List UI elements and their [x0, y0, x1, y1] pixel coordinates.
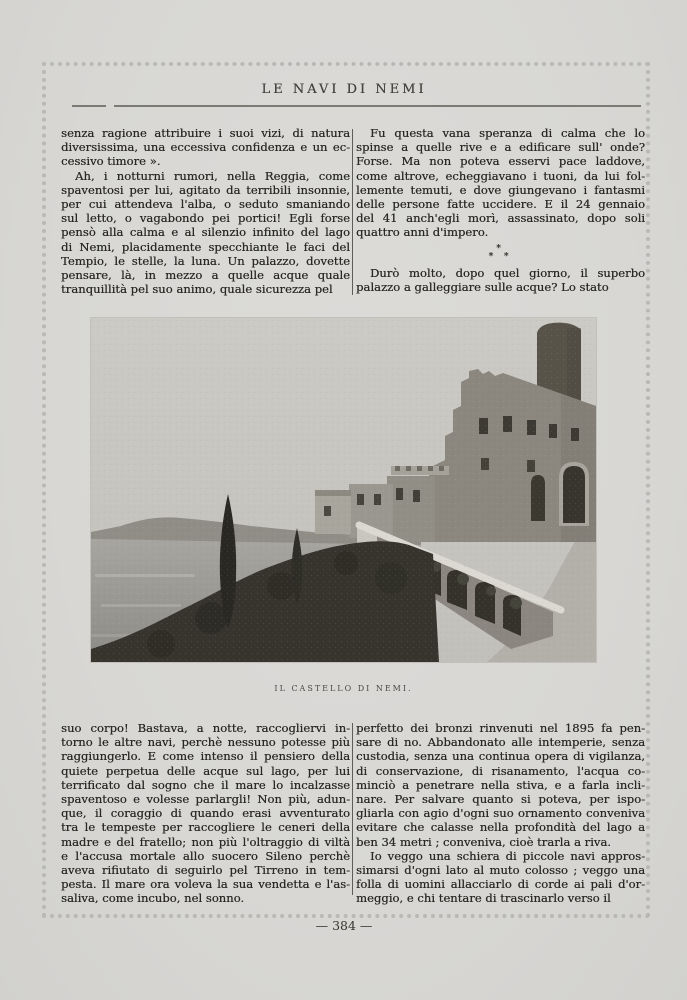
- text-line: per cui attendeva l'alba, o seduto smaniando: [61, 197, 350, 212]
- text-line: come altrove, echeggiavano i tuoni, da lui fol-: [356, 168, 645, 183]
- text-line: Durò molto, dopo quel giorno, il superbo: [370, 265, 645, 280]
- header-rule: [114, 105, 641, 107]
- text-line: quiete perpetua delle acque sul lago, per lui: [61, 763, 350, 778]
- text-line: meggio, e chi tentare di trascinarlo verso il: [356, 891, 611, 906]
- text-line: spaventoso e volesse parlargli! Non più, adun-: [61, 792, 350, 807]
- text-line: e l'accusa mortale allo suocero Sileno perchè: [61, 848, 350, 863]
- text-line: quattro anni d'impero.: [356, 225, 489, 240]
- text-line: sul letto, o vagabondo pei portici! Egli forse: [61, 211, 350, 226]
- text-line: perfetto dei bronzi rinvenuti nel 1895 fa pen-: [356, 721, 645, 735]
- text-line: gliarla con agio d'ogni suo ornamento conveniva: [356, 806, 645, 821]
- text-line: tranquillità pel suo animo, quale sicurezza pel: [61, 282, 333, 297]
- text-column-bottom-left: [61, 721, 350, 906]
- text-line: raggiungerlo. E come intenso il pensiero della: [61, 749, 350, 764]
- text-column-top-right: [356, 126, 645, 294]
- text-line: Ah, i notturni rumori, nella Reggia, come: [75, 168, 350, 183]
- asterism-divider: * * *: [488, 243, 513, 262]
- text-line: del 41 anch'egli morì, assassinato, dopo soli: [356, 211, 645, 226]
- text-line: custodia, senza una continua opera di vigilanza,: [356, 749, 645, 764]
- header-rule-short-segment: [72, 105, 106, 107]
- text-line: diversissima, una eccessiva confidenza e un ec-: [61, 140, 350, 155]
- text-line: aveva rifiutato di seguirlo pel Tirreno in tem-: [61, 863, 350, 878]
- text-line: Forse. Ma non poteva esservi pace laddove,: [356, 154, 645, 169]
- text-line: terrificato dal sogno che il mare lo incalzasse: [61, 777, 350, 792]
- text-line: folla di uomini allacciarlo di corde ai pali d'or-: [356, 877, 645, 892]
- text-line: lemente temuti, e dove giungevano i fantasmi: [356, 182, 645, 197]
- photo-castello-di-nemi: [91, 318, 596, 662]
- text-line: spaventosi per lui, agitato da terribili insonnie,: [61, 182, 350, 197]
- text-line: delle persone fatte uccidere. E il 24 gennaio: [356, 197, 645, 212]
- text-line: torno le altre navi, perchè nessuno potesse più: [61, 735, 350, 750]
- text-line: pesta. Il mare ora voleva la sua vendetta e l'as-: [61, 877, 350, 892]
- text-line: ben 34 metri ; conveniva, cioè trarla a riva.: [356, 834, 611, 849]
- text-line: Fu questa vana speranza di calma che lo: [370, 126, 645, 140]
- text-line: sare di no. Abbandonato alle intemperie, senza: [356, 735, 645, 750]
- text-line: cessivo timore ».: [61, 154, 161, 169]
- text-line: suo corpo! Bastava, a notte, raccogliervi in-: [61, 721, 350, 735]
- text-line: nare. Per salvare quanto si poteva, per ispo-: [356, 792, 645, 807]
- page-header-title: LE NAVI DI NEMI: [261, 82, 427, 97]
- text-line: minciò a penetrare nella stiva, e a farla incli-: [356, 777, 645, 792]
- text-line: di conservazione, di risanamento, l'acqua co-: [356, 763, 645, 778]
- text-line: senza ragione attribuire i suoi vizi, di natura: [61, 126, 350, 140]
- text-line: pensò alla calma e al silenzio infinito del lago: [61, 225, 350, 240]
- text-line: di Nemi, placidamente specchiante le faci del: [61, 239, 350, 254]
- photo-caption: IL CASTELLO DI NEMI.: [274, 684, 413, 693]
- text-line: Io veggo una schiera di piccole navi appros-: [370, 848, 645, 863]
- text-line: spinse a quelle rive e a edificare sull' onde?: [356, 140, 645, 155]
- page-number: — 384 —: [315, 918, 373, 933]
- text-line: tra le tempeste per raccogliere le ceneri della: [61, 820, 350, 835]
- photo-grain-overlay: [91, 318, 596, 662]
- column-divider-bottom: [352, 723, 353, 895]
- text-column-bottom-right: [356, 721, 645, 906]
- castle-photo-illustration: [91, 318, 596, 662]
- text-line: simarsi d'ogni lato al muto colosso ; veggo una: [356, 863, 645, 878]
- text-line: que, il coraggio di quando erasi avventurato: [61, 806, 350, 821]
- text-line: Tempio, le stelle, la luna. Un palazzo, dovette: [61, 253, 350, 268]
- text-line: palazzo a galleggiare sulle acque? Lo stato: [356, 279, 609, 294]
- text-line: saliva, come incubo, nel sonno.: [61, 891, 245, 906]
- text-column-top-left: [61, 126, 350, 296]
- text-line: evitare che calasse nella profondità del lago a: [356, 820, 645, 835]
- column-divider-top: [352, 129, 353, 295]
- text-line: madre e del fratello; non più l'oltraggio di viltà: [61, 834, 350, 849]
- text-line: pensare, là, in mezzo a quelle acque quale: [61, 268, 350, 283]
